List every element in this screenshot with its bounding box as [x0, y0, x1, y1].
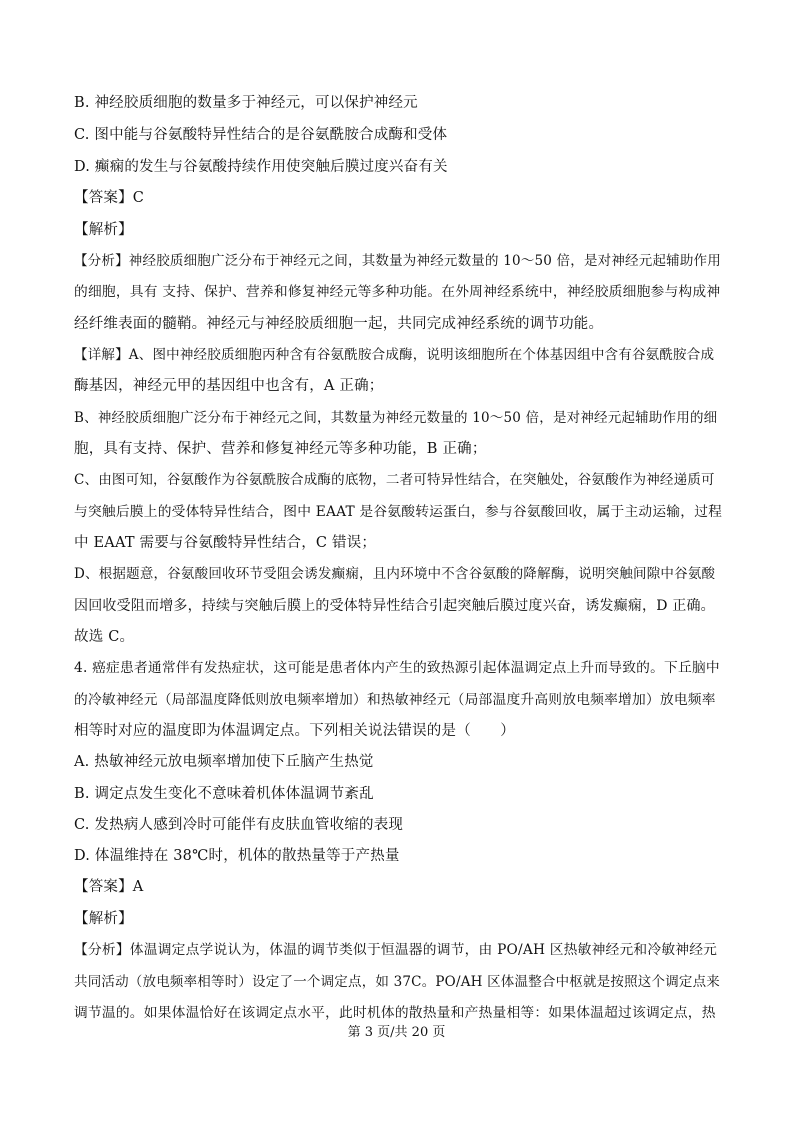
answer-label: 【答案】A — [74, 879, 144, 895]
detail-line: B、神经胶质细胞广泛分布于神经元之间，其数量为神经元数量的 10～50 倍，是对神经元起辅助作用的细 — [74, 410, 718, 426]
option-c: C. 图中能与谷氨酸特异性结合的是谷氨酰胺合成酶和受体 — [74, 127, 448, 143]
question-stem: 的冷敏神经元（局部温度降低则放电频率增加）和热敏神经元（局部温度升高则放电频率增加）放电频率 — [74, 692, 716, 708]
option-a: A. 热敏神经元放电频率增加使下丘脑产生热觉 — [74, 754, 374, 770]
analysis-line: 【分析】体温调定点学说认为，体温的调节类似于恒温器的调节，由 PO/AH 区热敏神经元和冷敏神经元 — [74, 942, 718, 958]
option-d: D. 癫痫的发生与谷氨酸持续作用使突触后膜过度兴奋有关 — [74, 159, 448, 175]
detail-line: C、由图可知，谷氨酸作为谷氨酰胺合成酶的底物，二者可特异性结合，在突触处，谷氨酸作为神经递质可 — [74, 472, 715, 488]
analysis-line: 调节温的。如果体温恰好在该调定点水平，此时机体的散热量和产热量相等：如果体温超过该调定点，热 — [74, 1005, 716, 1021]
answer-label: 【答案】C — [74, 190, 145, 206]
analysis-label: 【解析】 — [74, 222, 133, 238]
option-c: C. 发热病人感到冷时可能伴有皮肤血管收缩的表现 — [74, 817, 404, 833]
analysis-line: 共同活动（放电频率相等时）设定了一个调定点，如 37C。PO/AH 区体温整合中枢就是按照这个调定点来 — [74, 974, 721, 990]
option-b: B. 调定点发生变化不意味着机体体温调节紊乱 — [74, 786, 374, 802]
detail-line: 因回收受阻而增多，持续与突触后膜上的受体特异性结合引起突触后膜过度兴奋，诱发癫痫，D 正确。 — [74, 598, 715, 614]
option-b: B. 神经胶质细胞的数量多于神经元，可以保护神经元 — [74, 95, 418, 111]
question-stem: 4. 癌症患者通常伴有发热症状，这可能是患者体内产生的致热源引起体温调定点上升而导致的。下丘脑中 — [74, 660, 720, 676]
conclusion-line: 故选 C。 — [74, 629, 135, 645]
detail-line: 中 EAAT 需要与谷氨酸特异性结合，C 错误； — [74, 535, 377, 551]
analysis-label: 【解析】 — [74, 911, 133, 927]
analysis-line: 经纤维表面的髓鞘。神经元与神经胶质细胞一起，共同完成神经系统的调节功能。 — [74, 316, 604, 332]
page-number: 第 3 页/共 20 页 — [347, 1025, 446, 1040]
analysis-line: 的细胞，具有 支持、保护、营养和修复神经元等多种功能。在外周神经系统中，神经胶质细胞参与构成神 — [74, 284, 721, 300]
detail-line: 酶基因，神经元甲的基因组中也含有，A 正确； — [74, 378, 384, 394]
question-stem: 相等时对应的温度即为体温调定点。下列相关说法错误的是（ ） — [74, 723, 515, 739]
option-d: D. 体温维持在 38℃时，机体的散热量等于产热量 — [74, 848, 400, 864]
detail-line: 与突触后膜上的受体特异性结合，图中 EAAT 是谷氨酸转运蛋白，参与谷氨酸回收，属于主动运输，过程 — [74, 504, 723, 520]
detail-line: 胞，具有支持、保护、营养和修复神经元等多种功能，B 正确； — [74, 441, 487, 457]
detail-line: D、根据题意，谷氨酸回收环节受阻会诱发癫痫，且内环境中不含谷氨酸的降解酶，说明突触间隙中谷氨酸 — [74, 566, 716, 582]
detail-line: 【详解】A、图中神经胶质细胞丙种含有谷氨酰胺合成酶，说明该细胞所在个体基因组中含有谷氨酰胺合成 — [74, 347, 715, 363]
analysis-line: 【分析】神经胶质细胞广泛分布于神经元之间，其数量为神经元数量的 10～50 倍，是对神经元起辅助作用 — [74, 253, 721, 269]
